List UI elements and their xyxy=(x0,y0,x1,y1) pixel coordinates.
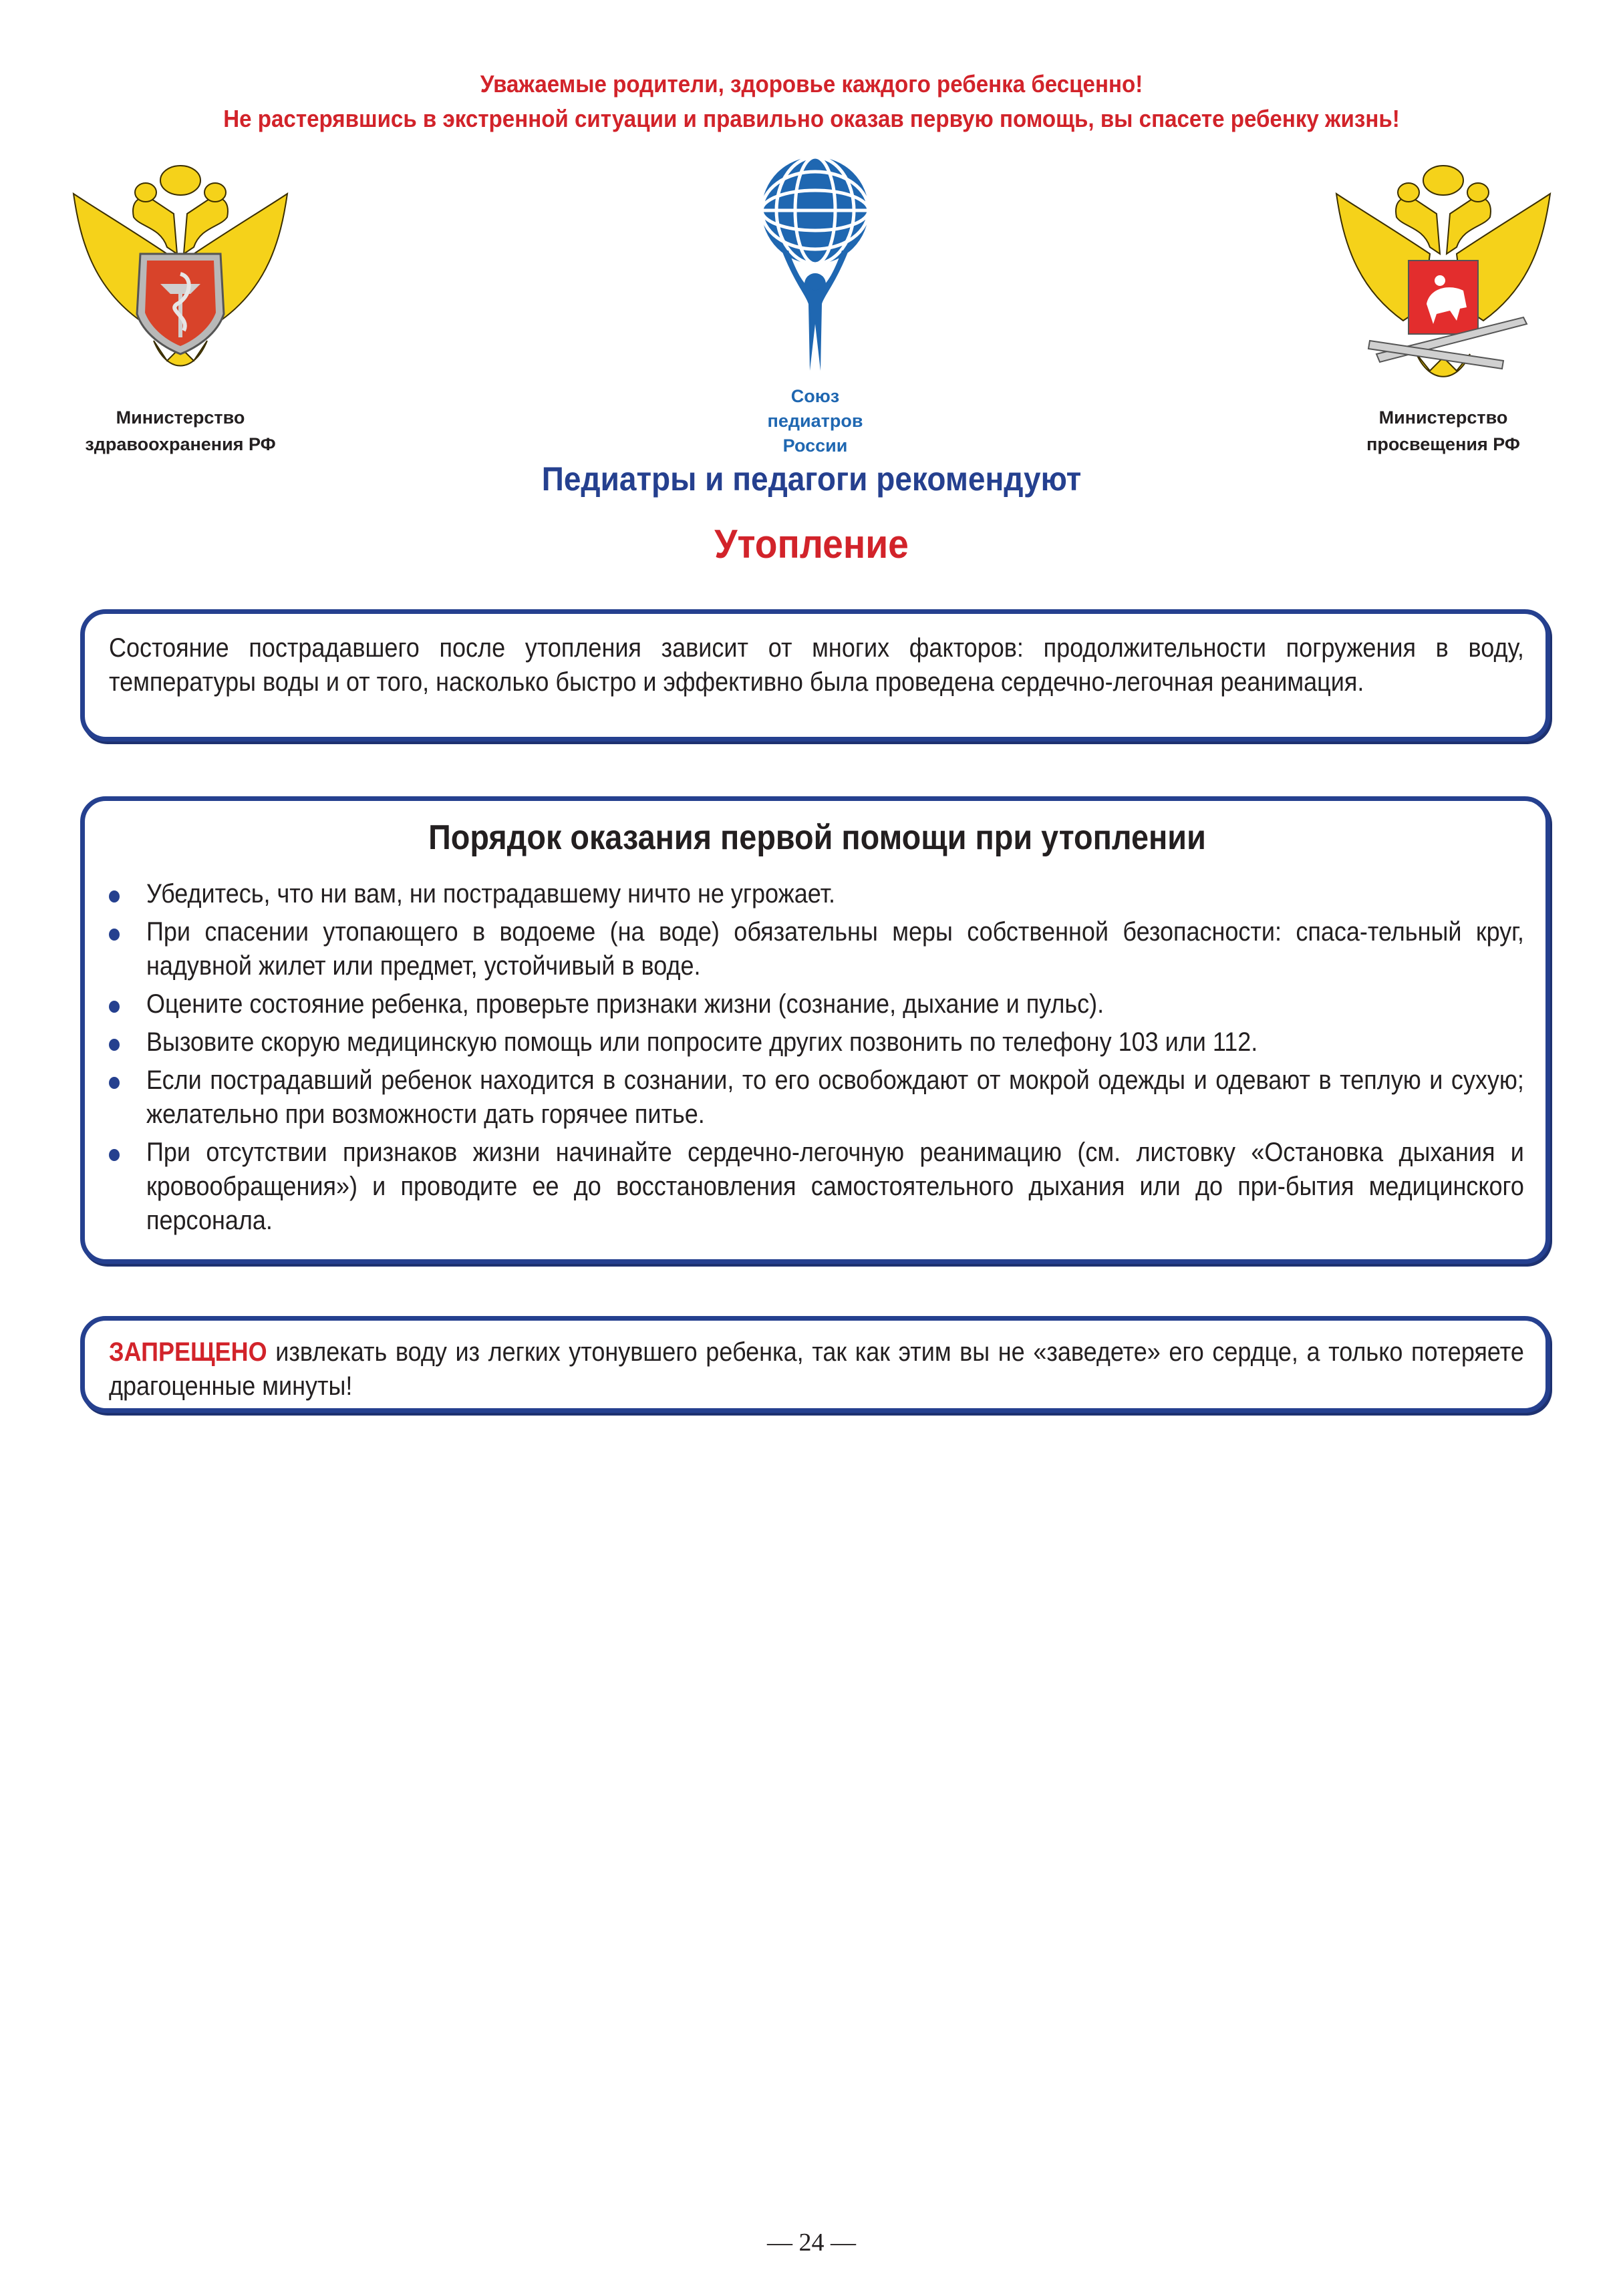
warning-body: извлекать воду из легких утонувшего ребенка, так как этим вы не «заведете» его сердце, а только потеряете драгоценные минуты! xyxy=(109,1337,1524,1401)
ministry-education-label: Министерство просвещения РФ xyxy=(1366,407,1520,454)
page-title: Утопление xyxy=(714,522,909,566)
intro-box xyxy=(80,609,1550,742)
bullet-icon xyxy=(109,890,120,903)
list-item: При отсутствии признаков жизни начинайте сердечно-легочную реанимацию (см. листовку «Остановка дыхания и кровообращения») и проводите ее до восстановления самостоятельного дыхания или до при-бытия медицинского персонала. xyxy=(109,1136,1525,1238)
bullet-icon xyxy=(109,1001,120,1013)
steps-heading: Порядок оказания первой помощи при утоплении xyxy=(428,818,1206,857)
pediatricians-union-label: Союз педиатров России xyxy=(767,386,863,456)
pediatricians-union-logo-icon xyxy=(748,150,882,391)
steps-list xyxy=(109,877,1525,1238)
ministry-health-label: Министерство здравоохранения РФ xyxy=(85,407,276,454)
banner-line-1: Уважаемые родители, здоровье каждого ребенка бесценно! xyxy=(480,70,1143,98)
warning-text xyxy=(109,1335,1524,1404)
list-item: Оцените состояние ребенка, проверьте признаки жизни (сознание, дыхание и пульс). xyxy=(109,987,1525,1021)
warning-box xyxy=(80,1316,1550,1413)
bullet-icon xyxy=(109,1077,120,1089)
bullet-icon xyxy=(109,1039,120,1051)
ministry-education-emblem-icon xyxy=(1330,154,1557,394)
page-subtitle: Педиатры и педагоги рекомендуют xyxy=(541,460,1082,498)
ministry-health-emblem-icon xyxy=(67,154,294,394)
top-banner xyxy=(65,67,1558,136)
bullet-icon xyxy=(109,1149,120,1161)
first-aid-steps-box xyxy=(80,796,1550,1264)
intro-text: Состояние пострадавшего после утопления зависит от многих факторов: продолжительности погружения в воду, температуры воды и от того, насколько быстро и эффективно была проведена сердечно-легочная реанимация. xyxy=(109,633,1524,697)
list-item: При спасении утопающего в водоеме (на воде) обязательны меры собственной безопасности: спаса-тельный круг, надувной жилет или предмет, устойчивый в воде. xyxy=(109,915,1525,983)
banner-line-2: Не растерявшись в экстренной ситуации и правильно оказав первую помощь, вы спасете ребенку жизнь! xyxy=(223,105,1400,132)
list-item: Вызовите скорую медицинскую помощь или попросите других позвонить по телефону 103 или 112. xyxy=(109,1025,1525,1059)
list-item: Убедитесь, что ни вам, ни пострадавшему ничто не угрожает. xyxy=(109,877,1525,911)
warning-keyword: ЗАПРЕЩЕНО xyxy=(109,1337,267,1367)
page-number: — 24 — xyxy=(767,2229,856,2257)
bullet-icon xyxy=(109,929,120,941)
list-item: Если пострадавший ребенок находится в сознании, то его освобождают от мокрой одежды и одевают в теплую и сухую; желательно при возможности дать горячее питье. xyxy=(109,1063,1525,1132)
